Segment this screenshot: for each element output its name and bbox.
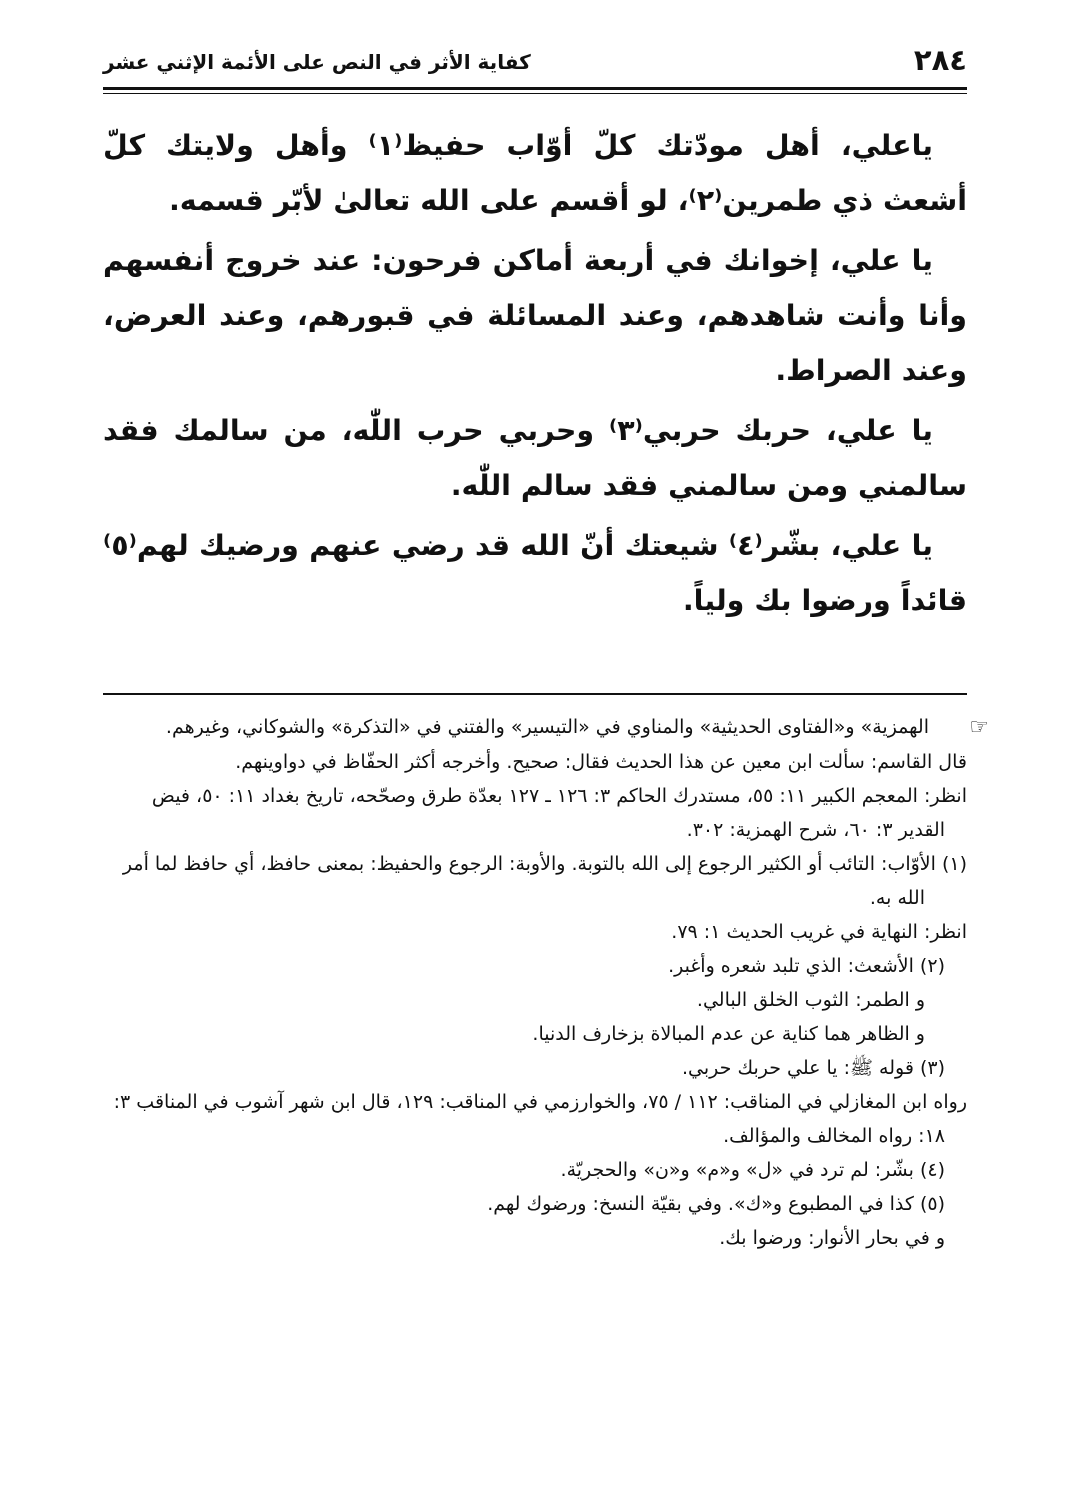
footnote-line: و في بحار الأنوار: ورضوا بك. bbox=[719, 1226, 945, 1249]
footnote-separator bbox=[103, 693, 967, 695]
footnote-4: (٤) بشّر: لم ترد في «ل» و«م» و«ن» والحجريّة. bbox=[560, 1158, 945, 1181]
continuation-mark-icon: ☞ bbox=[969, 714, 989, 740]
body-paragraph: ياعلي، أهل مودّتك كلّ أوّاب حفيظ⁽١⁾ وأهل ولايتك كلّ أشعث ذي طمرين⁽٢⁾، لو أقسم على الله تعالىٰ لأبّر قسمه. bbox=[103, 129, 967, 217]
footnotes bbox=[103, 710, 989, 1255]
footnote-line: و الطمر: الثوب الخلق البالي. bbox=[696, 988, 925, 1011]
footnote-3: (٣) قوله ﷺ: يا علي حربك حربي. bbox=[682, 1056, 945, 1079]
footnote-text: الهمزية» و«الفتاوى الحديثية» والمناوي في «التيسير» والفتني في «التذكرة» والشوكاني، وغيرهم. bbox=[165, 716, 929, 738]
footnote-line: و الظاهر هما كناية عن عدم المبالاة بزخارف الدنيا. bbox=[532, 1022, 925, 1045]
footnote-continuation bbox=[103, 710, 989, 745]
footnote-line: قال القاسم: سألت ابن معين عن هذا الحديث فقال: صحيح. وأخرجه أكثر الحفّاظ في دواوينهم. bbox=[235, 750, 967, 773]
footnote-1: (١) الأوّاب: التائب أو الكثير الرجوع إلى الله بالتوبة. والأوبة: الرجوع والحفيظ: بمعنى حافظ، أي حافظ لما أمر الله به. bbox=[122, 852, 967, 909]
main-body bbox=[103, 118, 967, 633]
running-title: كفاية الأثر في النص على الأئمة الإثني عشر bbox=[103, 50, 531, 74]
body-paragraph: يا علي، إخوانك في أربعة أماكن فرحون: عند خروج أنفسهم وأنا وأنت شاهدهم، وعند المسائلة في قبورهم، وعند العرض، وعند الصراط. bbox=[103, 244, 967, 387]
footnote-line: انظر: المعجم الكبير ١١: ٥٥، مستدرك الحاكم ٣: ١٢٦ ـ ١٢٧ بعدّة طرق وصحّحه، تاريخ بغداد ١١: ٥٠، فيض القدير ٣: ٦٠، شرح الهمزية: ٣٠٢. bbox=[151, 784, 967, 841]
footnote-line: رواه ابن المغازلي في المناقب: ١١٢ / ٧٥، والخوارزمي في المناقب: ١٢٩، قال ابن شهر آشوب في المناقب ٣: ١٨: رواه المخالف والمؤالف. bbox=[113, 1090, 967, 1147]
body-paragraph: يا علي، حربك حربي⁽٣⁾ وحربي حرب اللّٰه، من سالمك فقد سالمني ومن سالمني فقد سالم اللّٰه. bbox=[103, 414, 967, 502]
page-header bbox=[103, 40, 967, 84]
footnote-line: انظر: النهاية في غريب الحديث ١: ٧٩. bbox=[671, 920, 967, 943]
footnote-5: (٥) كذا في المطبوع و«ك». وفي بقيّة النسخ: ورضوك لهم. bbox=[487, 1192, 945, 1215]
body-paragraph: يا علي، بشّر⁽٤⁾ شيعتك أنّ الله قد رضي عنهم ورضيك لهم⁽٥⁾ قائداً ورضوا بك ولياً. bbox=[103, 529, 967, 617]
footnote-2: (٢) الأشعث: الذي تلبد شعره وأغبر. bbox=[668, 954, 945, 977]
header-rule bbox=[103, 87, 967, 90]
page-number: ٢٨٤ bbox=[913, 43, 967, 77]
header-rule-thin bbox=[103, 93, 967, 94]
